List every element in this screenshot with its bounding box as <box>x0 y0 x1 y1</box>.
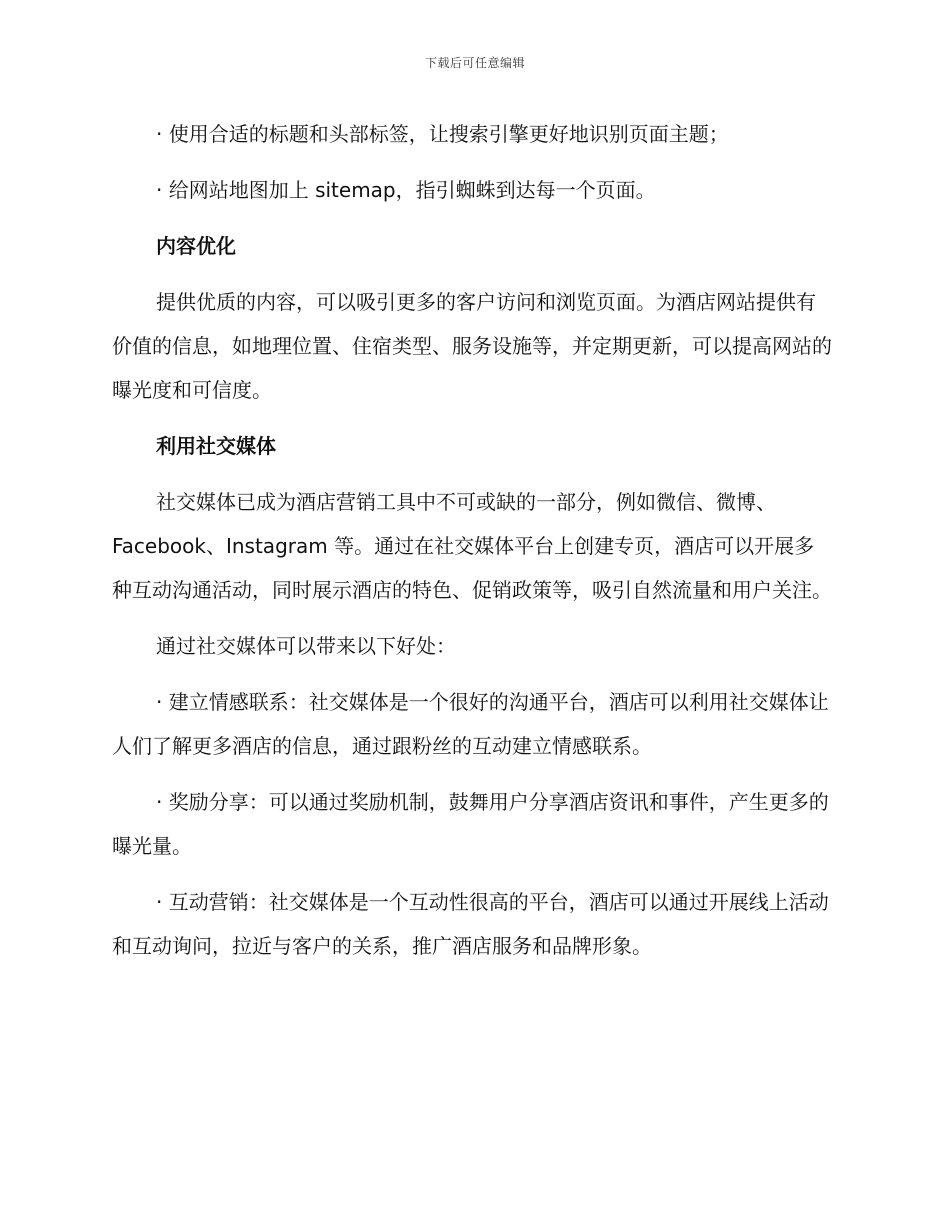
paragraph-social-media: 社交媒体已成为酒店营销工具中不可或缺的一部分，例如微信、微博、Facebook、Instagram 等。通过在社交媒体平台上创建专页，酒店可以开展多种互动沟通活动，同时展示酒店的特色、促销政策等，吸引自然流量和用户关注。 <box>112 490 832 602</box>
bullet-item-reward-sharing: · 奖励分享：可以通过奖励机制，鼓舞用户分享酒店资讯和事件，产生更多的曝光量。 <box>112 790 829 858</box>
bullet-item-interactive-marketing: · 互动营销：社交媒体是一个互动性很高的平台，酒店可以通过开展线上活动和互动询问，拉近与客户的关系，推广酒店服务和品牌形象。 <box>112 890 829 958</box>
document-body <box>112 112 834 968</box>
page-header: 下载后可任意编辑 <box>424 56 525 70</box>
bullet-item-emotional-connection: · 建立情感联系：社交媒体是一个很好的沟通平台，酒店可以利用社交媒体让人们了解更多酒店的信息，通过跟粉丝的互动建立情感联系。 <box>112 690 829 758</box>
bullet-item-title-tags: · 使用合适的标题和头部标签，让搜索引擎更好地识别页面主题； <box>156 122 729 146</box>
paragraph-content-optimization: 提供优质的内容，可以吸引更多的客户访问和浏览页面。为酒店网站提供有价值的信息，如地理位置、住宿类型、服务设施等，并定期更新，可以提高网站的曝光度和可信度。 <box>112 290 832 402</box>
section-heading-content-optimization: 内容优化 <box>156 234 236 258</box>
paragraph-benefits-intro: 通过社交媒体可以带来以下好处： <box>156 634 456 658</box>
section-heading-social-media: 利用社交媒体 <box>156 434 276 458</box>
bullet-item-sitemap: · 给网站地图加上 sitemap，指引蜘蛛到达每一个页面。 <box>156 178 656 202</box>
